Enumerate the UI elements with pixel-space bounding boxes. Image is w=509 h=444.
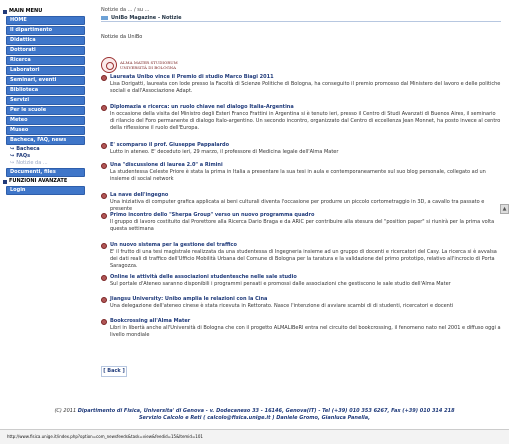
news-icon (101, 105, 107, 111)
news-title[interactable]: La nave dell'ingegno (110, 192, 169, 198)
menu-item-laboratori[interactable]: Laboratori (6, 66, 85, 75)
news-title[interactable]: E' scomparso il prof. Giuseppe Pappalardo (110, 142, 230, 148)
news-title[interactable]: Online le attività delle associazioni studentesche nelle sale studio (110, 274, 297, 280)
square-icon (3, 180, 7, 184)
arrow-icon: ↪ (10, 146, 15, 152)
page-title: UniBo Magazine - Notizie (111, 14, 182, 21)
arrow-icon: ↪ (10, 160, 15, 166)
news-title[interactable]: Un nuovo sistema per la gestione del traffico (110, 242, 237, 248)
news-icon (101, 163, 107, 169)
news-item (101, 212, 501, 233)
news-title[interactable]: Laureata Unibo vince il Premio di studio Marco Biagi 2011 (110, 74, 274, 80)
news-item (101, 162, 501, 183)
news-icon (101, 193, 107, 199)
news-icon (101, 213, 107, 219)
menu-item-dottorati[interactable]: Dottorati (6, 46, 85, 55)
news-body: Sul portale d'Ateneo saranno disponibili i programmi pensati e promossi dalle associazioni che gestiscono le sale studio dell'Alma Mater (110, 281, 451, 287)
news-item (101, 74, 501, 95)
news-item (101, 242, 501, 270)
news-title[interactable]: Una "discussione di laurea 2.0" a Rimini (110, 162, 223, 168)
news-item (101, 192, 501, 213)
scroll-up-icon[interactable]: ▲ (500, 204, 509, 214)
footer: (C) 2011 Dipartimento di Fisica, Universita' di Genova - v. Dodecaneso 33 - 16146, Genova(IT) - Tel (+39) 010 353 6267, Fax (+39) 010 314 218 Servizio Calcolo e Reti ( calcolo@fisica.unige.it ) Daniele Gromo, Gianluca Panella, (54, 408, 455, 421)
news-icon (101, 143, 107, 149)
university-logo: ALMA MATER STUDIORUM UNIVERSITÀ DI BOLOGNA (101, 56, 501, 74)
news-title[interactable]: Bookcrossing all'Alma Mater (110, 318, 191, 324)
news-icon (101, 275, 107, 281)
breadcrumb: Notizie da ... / su ... (101, 7, 150, 13)
page-header (101, 14, 501, 22)
sidebar (3, 8, 85, 196)
status-bar-url: http://www.fisica.unige.it/index.php?option=com_newsfeeds&task=view&feedid=15&Itemid=101 (0, 429, 509, 444)
menu-item-servizi[interactable]: Servizi (6, 96, 85, 105)
menu-item-bacheca-faq-news[interactable]: Bacheca, FAQ, news (6, 136, 85, 145)
main-menu-title: MAIN MENU (3, 8, 85, 15)
square-icon (3, 10, 7, 14)
news-title[interactable]: Diplomazia e ricerca: un ruolo chiave nel dialogo Italia-Argentina (110, 104, 294, 110)
news-icon (101, 75, 107, 81)
news-title[interactable]: Jiangsu University: Unibo amplia le relazioni con la Cina (110, 296, 268, 302)
news-body: Lisa Dorigatti, laureata con lode presso la Facoltà di Scienze Politiche di Bologna, ha conseguito il premio promosso dal Ministero del lavoro e delle politiche sociali e dall'Associazione Adapt. (110, 81, 501, 94)
news-icon (101, 243, 107, 249)
news-item (101, 104, 501, 132)
news-icon (101, 319, 107, 325)
feed-icon (101, 16, 108, 20)
news-title[interactable]: Primo incontro dello "Sherpa Group" verso un nuovo programma quadro (110, 212, 315, 218)
menu-item-documenti[interactable]: Documenti, files (6, 168, 85, 177)
menu-item-home[interactable]: HOME (6, 16, 85, 25)
news-body: In occasione della visita del Ministro degli Esteri Franco Frattini in Argentina si è tenuto ieri, presso il Centro di Studi Avanzati di Buenos Aires, il seminario di rilancio del Foro permanente di dialogo Italo-argentino. Un secondo incontro, organizzato dal Centro di eccellenza Jean Monnet, ha posto invece al centro della riflessione il ruolo dell'Europa. (110, 111, 501, 131)
submenu-item-bacheca[interactable]: ↪ Bacheca (10, 146, 40, 152)
menu-item-ricerca[interactable]: Ricerca (6, 56, 85, 65)
submenu-item-notizie[interactable]: ↪ Notizie da ... (10, 160, 48, 166)
login-button[interactable]: Login (6, 186, 85, 195)
submenu-item-faqs[interactable]: ↪ FAQs (10, 153, 31, 159)
menu-item-didattica[interactable]: Didattica (6, 36, 85, 45)
news-body: Lutto in ateneo. E' deceduto ieri, 29 marzo, il professore di Medicina legale dell'Alma Mater (110, 149, 339, 155)
menu-item-seminari[interactable]: Seminari, eventi (6, 76, 85, 85)
news-body: La studentessa Celeste Priore è stata la prima in Italia a presentare la sua tesi in aula e contemporaneamente sul suo blog personale, collegato ad un insieme di social network (110, 169, 486, 182)
news-body: Il gruppo di lavoro costituito dal Prorettore alla Ricerca Dario Braga e da ARIC per contribuire alla stesura del "position paper" si riunirà per la prima volta questa settimana (110, 219, 495, 232)
back-link[interactable]: [ Back ] (101, 366, 127, 377)
menu-item-meteo[interactable]: Meteo (6, 116, 85, 125)
main-content (101, 6, 501, 338)
advanced-functions-title: FUNZIONI AVANZATE (3, 178, 85, 185)
news-icon (101, 297, 107, 303)
news-body: Una delegazione dell'ateneo cinese è stata ricevuta in Rettorato. Nasce l'intenzione di avviare scambi di di studenti, ricercatori e docenti (110, 303, 454, 309)
news-body: E' il frutto di una tesi magistrale realizzata da una studentessa di Ingegneria insieme ad un gruppo di docenti e ricercatori del Casy. La ricerca si è avvalsa dei dati reali di traffico dell'Ufficio Mobilità Urbana del Comune di Bologna per la taratura e la validazione del primo prototipo, relativo all'incrocio di Porta Saragozza. (110, 249, 497, 269)
menu-item-scuole[interactable]: Per le scuole (6, 106, 85, 115)
arrow-icon: ↪ (10, 153, 15, 159)
page-subtitle: Notizie da UniBo (101, 34, 143, 40)
news-item (101, 274, 501, 288)
menu-item-biblioteca[interactable]: Biblioteca (6, 86, 85, 95)
university-seal-icon (101, 57, 117, 73)
news-body: Libri in libertà anche all'Università di Bologna che con il progetto ALMALIBeRI entra nel circuito del bookcrossing, il fenomeno nato nel 2001 e diffuso oggi a livello mondiale (110, 325, 501, 338)
news-item (101, 296, 501, 310)
menu-item-dipartimento[interactable]: Il dipartimento (6, 26, 85, 35)
news-item (101, 142, 501, 156)
news-item (101, 318, 501, 339)
menu-item-museo[interactable]: Museo (6, 126, 85, 135)
news-body: Una iniziativa di computer grafica applicata ai beni culturali diventa l'occasione per produrre un piccolo cortometraggio in 3D, a cavallo tra passato e presente (110, 199, 485, 212)
